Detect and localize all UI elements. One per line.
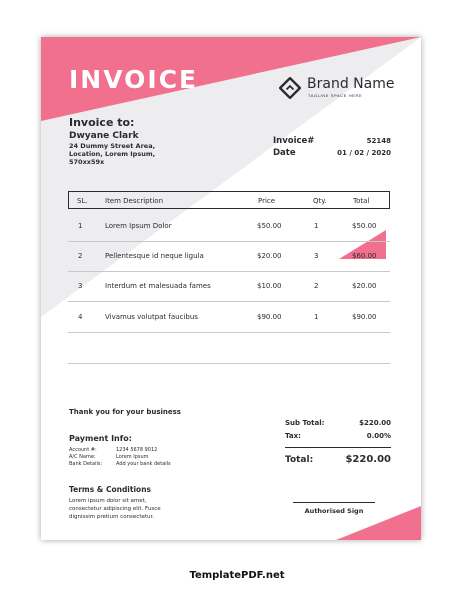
brand-tagline: TAGLINE SPACE HERE bbox=[308, 93, 363, 98]
payment-value: Lorem Ipsum bbox=[116, 454, 149, 460]
total-label: Total: bbox=[285, 455, 314, 465]
authorised-sign-label: Authorised Sign bbox=[304, 507, 364, 515]
brand-name: Brand Name bbox=[307, 76, 395, 92]
total-value: $220.00 bbox=[345, 454, 391, 465]
table-row bbox=[68, 241, 390, 272]
row-total: $60.00 bbox=[352, 252, 377, 260]
row-qty: 3 bbox=[314, 252, 319, 260]
table-row bbox=[68, 302, 390, 333]
row-total: $50.00 bbox=[352, 222, 377, 230]
row-description: Lorem Ipsum Dolor bbox=[105, 222, 172, 230]
header-sl: SL. bbox=[77, 197, 88, 205]
row-total: $90.00 bbox=[352, 313, 377, 321]
client-address-line: 570xx59x bbox=[69, 158, 105, 166]
table-row bbox=[68, 271, 390, 302]
payment-info-heading: Payment Info: bbox=[69, 434, 132, 443]
row-sl: 2 bbox=[78, 252, 83, 260]
payment-value: Add your bank details bbox=[116, 461, 171, 467]
table-header-row bbox=[68, 191, 390, 209]
row-description: Pellentesque id neque ligula bbox=[105, 252, 204, 260]
terms-line: consectetur adipiscing elit. Fusce bbox=[69, 506, 161, 512]
client-name: Dwyane Clark bbox=[69, 131, 139, 141]
payment-label: A/C Name: bbox=[69, 454, 96, 460]
header-total: Total bbox=[353, 197, 370, 205]
thank-you-note: Thank you for your business bbox=[69, 408, 181, 416]
row-price: $50.00 bbox=[257, 222, 282, 230]
client-address-line: 24 Dummy Street Area, bbox=[69, 142, 156, 150]
row-qty: 2 bbox=[314, 282, 319, 290]
invoice-to-heading: Invoice to: bbox=[69, 116, 135, 129]
header-description: Item Description bbox=[105, 197, 164, 205]
table-row-empty bbox=[68, 333, 390, 364]
payment-value: 1234 5678 9012 bbox=[116, 447, 158, 453]
subtotal-label: Sub Total: bbox=[285, 419, 325, 427]
terms-line: dignissim pretium consectetur. bbox=[69, 514, 155, 520]
row-description: Vivamus volutpat faucibus bbox=[105, 313, 198, 321]
summary-divider bbox=[285, 447, 391, 448]
invoice-sheet bbox=[41, 37, 421, 540]
date-label: Date bbox=[273, 148, 296, 158]
client-address-line: Location, Lorem Ipsum, bbox=[69, 150, 156, 158]
row-total: $20.00 bbox=[352, 282, 377, 290]
payment-label: Bank Details: bbox=[69, 461, 103, 467]
row-price: $90.00 bbox=[257, 313, 282, 321]
diamond-house-icon bbox=[279, 77, 301, 99]
row-qty: 1 bbox=[314, 313, 319, 321]
payment-label: Account #: bbox=[69, 447, 97, 453]
row-sl: 4 bbox=[78, 313, 83, 321]
row-description: Interdum et malesuada fames bbox=[105, 282, 211, 290]
invoice-number-value: 52148 bbox=[366, 137, 391, 145]
terms-line: Lorem ipsum dolor sit amet, bbox=[69, 498, 147, 504]
invoice-title: INVOICE bbox=[69, 65, 199, 94]
row-price: $10.00 bbox=[257, 282, 282, 290]
date-value: 01 / 02 / 2020 bbox=[337, 149, 391, 157]
table-row bbox=[68, 211, 390, 242]
header-price: Price bbox=[258, 197, 276, 205]
footer-watermark: TemplatePDF.net bbox=[189, 570, 285, 581]
signature-line bbox=[293, 502, 375, 503]
header-qty: Qty. bbox=[313, 197, 327, 205]
tax-value: 0.00% bbox=[366, 432, 391, 440]
row-sl: 1 bbox=[78, 222, 83, 230]
subtotal-value: $220.00 bbox=[359, 419, 391, 427]
row-sl: 3 bbox=[78, 282, 83, 290]
tax-label: Tax: bbox=[285, 432, 301, 440]
row-price: $20.00 bbox=[257, 252, 282, 260]
terms-heading: Terms & Conditions bbox=[69, 485, 151, 494]
invoice-number-label: Invoice# bbox=[273, 136, 315, 146]
row-qty: 1 bbox=[314, 222, 319, 230]
